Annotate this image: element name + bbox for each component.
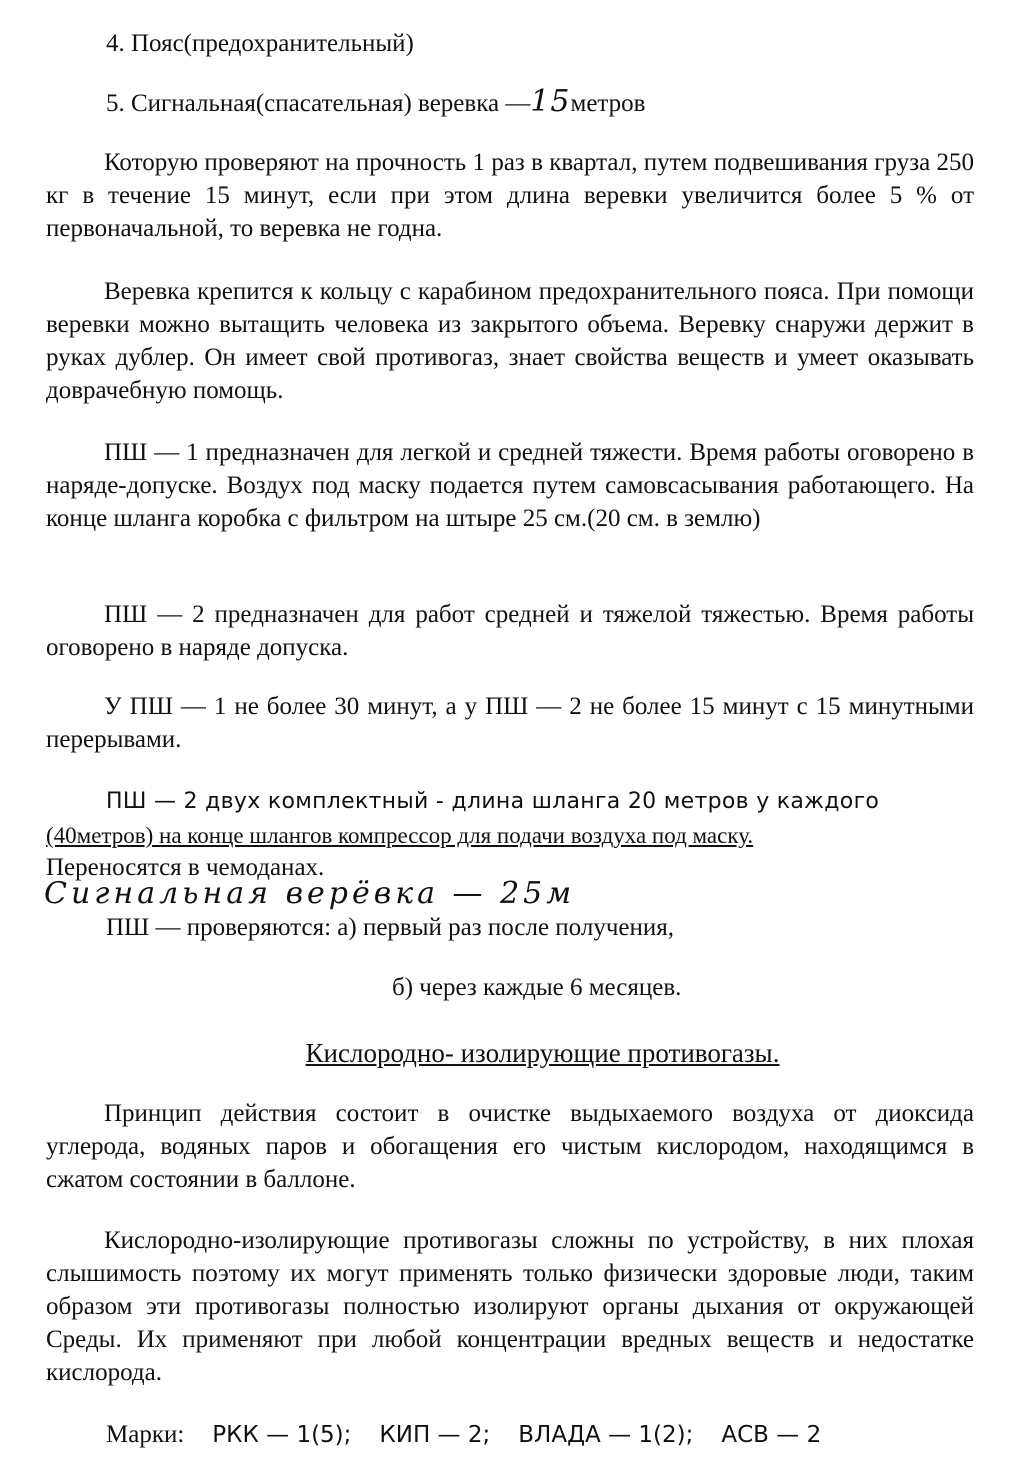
brand-item: РКК — 1(5); <box>212 1422 352 1448</box>
check-line-1: ПШ — проверяются: а) первый раз после получения, <box>106 914 674 941</box>
paragraph-rope-test: Которую проверяют на прочность 1 раз в квартал, путем подвешивания груза 250 кг в течение 15 минут, если при этом длина веревки увеличится более 5 % от первоначальной, то веревка не годна. <box>46 149 974 242</box>
list-item-4: 4. Пояс(предохранительный) <box>106 30 414 57</box>
brands-label: Марки: <box>106 1421 185 1448</box>
handwritten-number: 15 <box>530 84 571 119</box>
paragraph-principle: Принцип действия состоит в очистке выдыхаемого воздуха от диоксида углерода, водяных паров и обогащения его чистым кислородом, находящимся в сжатом состоянии в баллоне. <box>46 1100 974 1193</box>
paragraph-psh2: ПШ — 2 предназначен для работ средней и тяжелой тяжестью. Время работы оговорено в наряде допуска. <box>46 601 974 661</box>
paragraph-work-time: У ПШ — 1 не более 30 минут, а у ПШ — 2 не более 15 минут с 15 минутными перерывами. <box>46 693 974 753</box>
paragraph-oxygen-devices: Кислородно-изолирующие противогазы сложны по устройству, в них плохая слышимость поэтому их могут применять только физически здоровые люди, таким образом эти противогазы полностью изолируют органы дыхания от окружающей Среды. Их применяют при любой концентрации вредных веществ и недостатке кислорода. <box>46 1227 974 1386</box>
psh2-hose-line1: ПШ — 2 двух комплектный - длина шланга 20 метров у каждого <box>106 789 880 814</box>
brands-line <box>106 1418 821 1452</box>
list-item-5-text: 5. Сигнальная(спасательная) веревка — <box>106 90 531 117</box>
handwritten-note: Сигнальная верёвка — 25м <box>44 876 576 911</box>
brand-item: КИП — 2; <box>379 1422 491 1448</box>
list-item-5 <box>106 86 645 120</box>
section-title: Кислородно- изолирующие противогазы. <box>305 1038 780 1068</box>
paragraph-rope-attach: Веревка крепится к кольцу с карабином предохранительного пояса. При помощи веревки можно вытащить человека из закрытого объема. Веревку снаружи держит в руках дублер. Он имеет свой противогаз, знает свойства веществ и умеет оказывать доврачебную помощь. <box>46 278 974 404</box>
psh2-hose-line3: Переносятся в чемоданах. <box>46 854 325 881</box>
list-item-5-unit: метров <box>570 90 646 117</box>
brand-item: ВЛАДА — 1(2); <box>518 1422 694 1448</box>
brand-item: АСВ — 2 <box>721 1422 822 1448</box>
paragraph-psh1: ПШ — 1 предназначен для легкой и средней тяжести. Время работы оговорено в наряде-допуске. Воздух под маску подается путем самовсасывания работающего. На конце шланга коробка с фильтром на штыре 25 см.(20 см. в землю) <box>46 439 974 532</box>
psh2-hose-line2: (40метров) на конце шлангов компрессор для подачи воздуха под маску. <box>46 823 754 848</box>
check-line-2: б) через каждые 6 месяцев. <box>392 974 682 1001</box>
